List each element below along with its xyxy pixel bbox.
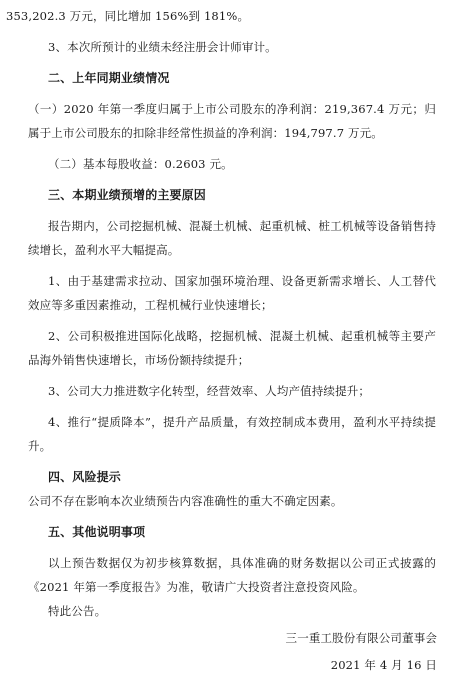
text-line: （一）2020 年第一季度归属于上市公司股东的净利润：219,367.4 万元；归 <box>28 102 436 116</box>
signature: 三一重工股份有限公司董事会 <box>285 631 437 645</box>
text-line: 353,202.3 万元，同比增加 156%到 181%。 <box>6 9 250 23</box>
section-heading-4: 四、风险提示 <box>48 470 121 484</box>
text-line: 3、本次所预计的业绩未经注册会计师审计。 <box>48 40 277 54</box>
text-line: 升。 <box>28 439 52 453</box>
section-heading-2: 二、上年同期业绩情况 <box>48 71 170 85</box>
text-line: 3、公司大力推进数字化转型，经营效率、人均产值持续提升； <box>48 384 371 398</box>
text-line: （二）基本每股收益：0.2603 元。 <box>48 157 233 171</box>
section-heading-3: 三、本期业绩预增的主要原因 <box>48 188 206 202</box>
section-heading-5: 五、其他说明事项 <box>48 525 146 539</box>
text-line: 《2021 年第一季度报告》为准，敬请广大投资者注意投资风险。 <box>28 580 365 594</box>
text-line: 1、由于基建需求拉动、国家加强环境治理、设备更新需求增长、人工替代 <box>48 274 436 288</box>
text-line: 2、公司积极推进国际化战略，挖掘机械、混凝土机械、起重机械等主要产 <box>48 329 436 343</box>
text-line: 报告期内，公司挖掘机械、混凝土机械、起重机械、桩工机械等设备销售持 <box>48 219 436 233</box>
text-line: 公司不存在影响本次业绩预告内容准确性的重大不确定因素。 <box>28 494 343 508</box>
text-line: 效应等多重因素推动，工程机械行业快速增长； <box>28 298 273 312</box>
text-line: 以上预告数据仅为初步核算数据，具体准确的财务数据以公司正式披露的 <box>48 556 436 570</box>
text-line: 特此公告。 <box>48 604 107 618</box>
text-line: 属于上市公司股东的扣除非经常性损益的净利润：194,797.7 万元。 <box>28 126 383 140</box>
text-line: 续增长，盈利水平大幅提高。 <box>28 243 180 257</box>
text-line: 品海外销售快速增长，市场份额持续提升； <box>28 353 250 367</box>
text-line: 4、推行“提质降本”，提升产品质量，有效控制成本费用，盈利水平持续提 <box>48 415 436 429</box>
announcement-date: 2021 年 4 月 16 日 <box>330 658 437 672</box>
